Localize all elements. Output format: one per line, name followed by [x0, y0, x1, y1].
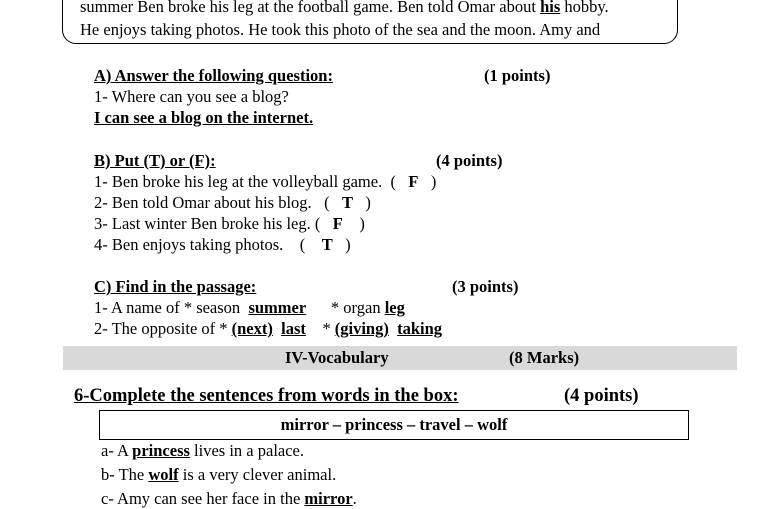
vocabulary-title: IV-Vocabulary — [285, 348, 389, 367]
section-a-heading-row — [94, 66, 564, 86]
q6-answer: wolf — [148, 465, 179, 484]
tf-item-text: 3- Last winter Ben broke his leg. — [94, 214, 311, 233]
section-a-question: 1- Where can you see a blog? — [94, 87, 289, 106]
passage-line-2: He enjoys taking photos. He took this photo of the sea and the moon. Amy and — [80, 20, 601, 39]
q6-sentence-after: lives in a palace. — [189, 441, 304, 460]
tf-answer: F — [332, 214, 343, 233]
tf-item — [94, 235, 351, 255]
section-a-heading — [94, 66, 564, 86]
tf-open-paren: ( — [299, 235, 306, 254]
vocabulary-section-bar — [63, 346, 737, 370]
passage-line-1-before: summer Ben broke his leg at the football game. Ben told Omar about — [80, 0, 541, 16]
tf-answer: F — [408, 172, 419, 191]
tf-item — [94, 214, 365, 234]
word-box-words: mirror – princess – travel – wolf — [280, 415, 508, 434]
section-a-answer: I can see a blog on the internet. — [94, 108, 314, 127]
q6-sentence-after: . — [352, 489, 357, 508]
section-c-answer-season: summer — [248, 298, 307, 317]
q6-sentence — [101, 489, 357, 509]
q6-sentence-before: c- Amy can see her face in the — [101, 489, 305, 508]
section-c-answer-taking: taking — [397, 319, 443, 338]
q6-answer: princess — [132, 441, 190, 460]
tf-close-paren: ) — [359, 214, 365, 233]
q6-sentence-after: is a very clever animal. — [178, 465, 337, 484]
tf-open-paren: ( — [324, 193, 330, 212]
section-c-line-1-mid: * organ — [330, 298, 381, 317]
q6-sentence-before: b- The — [101, 465, 149, 484]
section-c-line-1 — [94, 298, 405, 318]
tf-item — [94, 193, 371, 213]
section-b-heading — [94, 151, 510, 171]
section-c-heading — [94, 277, 526, 297]
section-b-heading-text: B) Put (T) or (F): — [94, 151, 216, 170]
section-c-word-next: (next) — [231, 319, 273, 338]
tf-close-paren: ) — [345, 235, 351, 254]
q6-sentence-before: a- A — [101, 441, 133, 460]
tf-item-text: 1- Ben broke his leg at the volleyball game. — [94, 172, 383, 191]
section-c-answer-organ: leg — [384, 298, 405, 317]
word-box — [99, 410, 689, 440]
vocabulary-marks: (8 Marks) — [509, 348, 580, 367]
section-a-points: (1 points) — [484, 66, 551, 85]
q6-points: (4 points) — [564, 386, 639, 406]
passage-line-1 — [80, 0, 609, 17]
tf-open-paren: ( — [314, 214, 321, 233]
section-b-points: (4 points) — [436, 151, 503, 170]
tf-open-paren: ( — [390, 172, 396, 191]
section-a-heading-text: A) Answer the following question: — [94, 66, 333, 85]
tf-close-paren: ) — [430, 172, 437, 191]
q6-sentence — [101, 441, 304, 461]
q6-answer: mirror — [304, 489, 353, 508]
tf-answer: T — [341, 193, 353, 212]
section-c-line-2-mid: * — [322, 319, 331, 338]
q6-heading-text: 6-Complete the sentences from words in the box: — [74, 386, 459, 406]
section-c-word-giving: (giving) — [334, 319, 389, 338]
tf-item-text: 2- Ben told Omar about his blog. — [94, 193, 312, 212]
q6-heading-row — [74, 386, 648, 407]
q6-heading — [74, 386, 648, 407]
section-c-answer-last: last — [281, 319, 306, 338]
section-b-heading-row — [94, 151, 510, 171]
section-c-points: (3 points) — [452, 277, 519, 296]
tf-close-paren: ) — [365, 193, 371, 212]
section-c-heading-text: C) Find in the passage: — [94, 277, 257, 296]
tf-item — [94, 172, 436, 192]
tf-item-text: 4- Ben enjoys taking photos. — [94, 235, 284, 254]
tf-answer: T — [321, 235, 333, 254]
q6-sentence — [101, 465, 336, 485]
section-c-line-2 — [94, 319, 442, 339]
section-c-heading-row — [94, 277, 526, 297]
passage-line-1-after: hobby. — [560, 0, 609, 16]
passage-emph-word: his — [540, 0, 561, 16]
section-c-line-2-prefix: 2- The opposite of * — [94, 319, 228, 338]
section-c-line-1-prefix: 1- A name of * season — [94, 298, 241, 317]
